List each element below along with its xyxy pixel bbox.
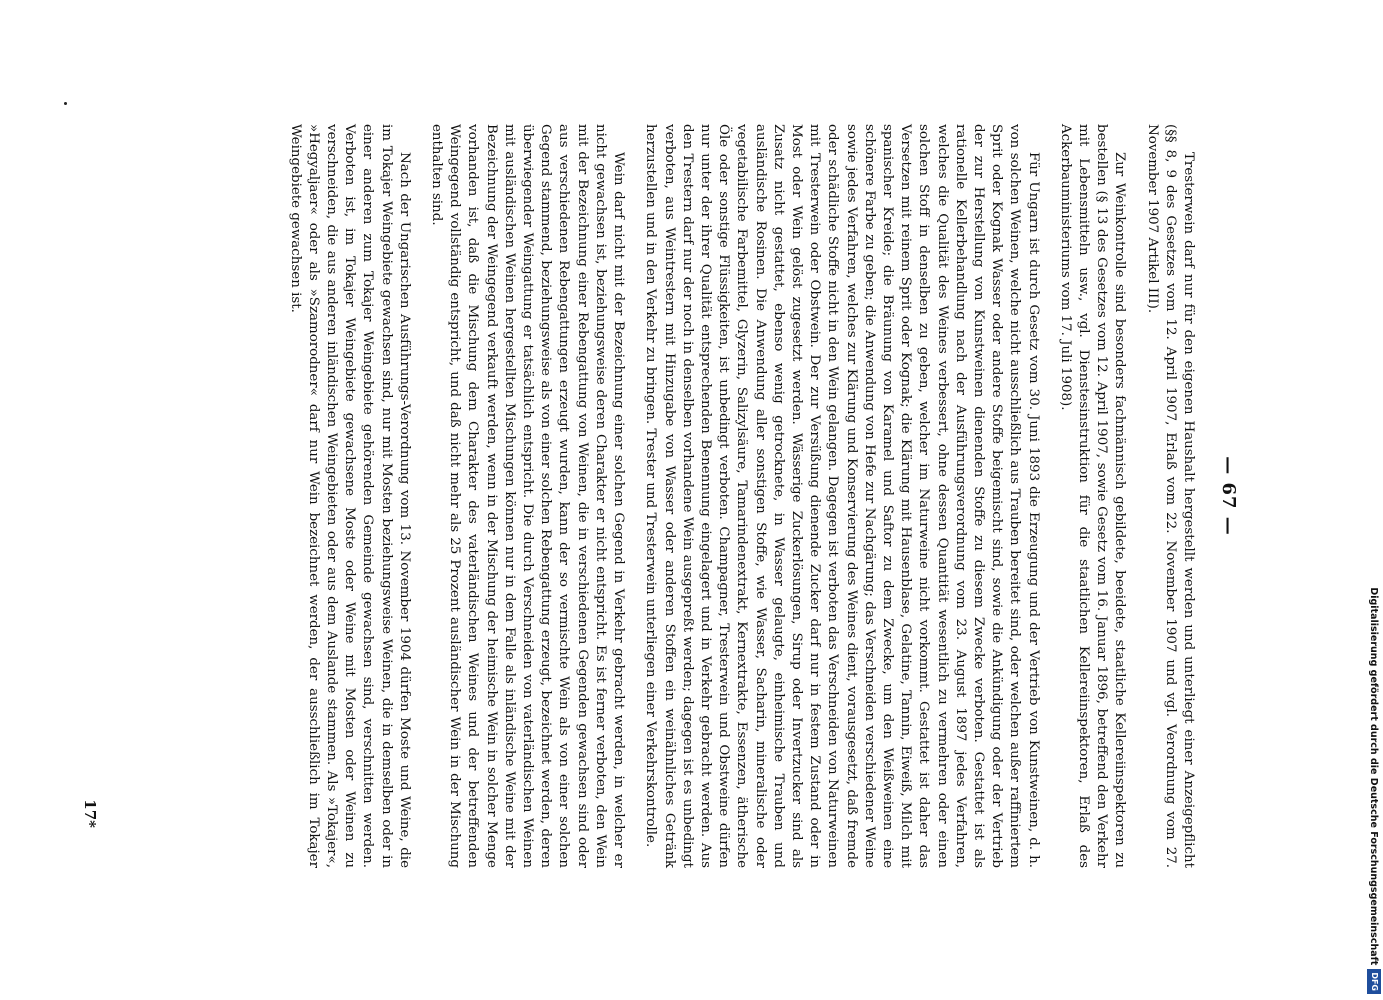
paragraph-weinkontrolle: Zur Weinkontrolle sind besonders fachmännisch gebildete, beeidete, staatliche Kellereiinspektoren zu bestellen (§ 13 des Gesetzes vom 12. April 1907, sowie Gesetz vom 16. Januar 1896, betreffend den Verkehr mit Lebensmitteln usw., vgl. Dienstesinstruktion für die staatlichen Kellereiinspektoren, Erlaß des Ackerbauministeriums vom 17. Juli 1908). [1057, 124, 1128, 868]
credit-text: Digitalisierung gefördert durch die Deutsche Forschungsgemeinschaft [1368, 587, 1380, 966]
paragraph-ungarn-gesetz: Für Ungarn ist durch Gesetz vom 30. Juni 1893 die Erzeugung und der Vertrieb von Kunstweinen, d. h. von solchen Weinen, welche nicht ausschließlich aus Trauben bereitet sind, oder welchen außer raffiniertem Sprit oder Kognak Wasser oder andere Stoffe beigemischt sind, sowie die Ankündigung oder der Vertrieb der zur Herstellung von Kunstweinen dienenden Stoffe zu diesem Zwecke verboten. Gestattet ist als rationelle Kellerbehandlung nach der Ausführungsverordnung vom 23. August 1897 jedes Verfahren, welches die Qualität des Weines verbessert, ohne dessen Quantität wesentlich zu vermehren oder einen solchen Stoff in denselben zu geben, welcher im Naturweine nicht vorkommt. Gestattet ist daher das Versetzen mit reinem Sprit oder Kognak; die Klärung mit Hausenblase, Gelatine, Tannin, Eiweiß, Milch mit spanischer Kreide; die Bräunung von Karamel und Saftor zu dem Zwecke, um den Weißweinen eine schönere Farbe zu geben; die Anwendung von Hefe zur Nachgärung; das Verschneiden verschiedener Weine sowie jedes Verfahren, welches zur Klärung und Konservierung des Weines dient, vorausgesetzt, daß fremde oder schädliche Stoffe nicht in den Wein gelangen. Dagegen ist verboten das Verschneiden von Naturweinen mit Tresterwein oder Obstwein. Der zur Versüßung dienende Zucker darf nur in festem Zustand oder in Most oder Wein gelöst zugesetzt werden. Wässerige Zuckerlösungen, Sirup oder Invertzucker sind als Zusatz nicht gestattet, ebenso wenig getrocknete, in Wasser gelaugte, einheimische Trauben und ausländische Rosinen. Die Anwendung aller sonstigen Stoffe, wie Wasser, Sacharin, mineralische oder vegetabilische Farbemittel, Glyzerin, Salizylsäure, Tamarindenextrakt, Kernextrakte, Essenzen, ätherische Öle oder sonstige Flüssigkeiten, ist unbedingt verboten. Champagner, Tresterwein und Obstweine dürfen nur unter der ihrer Qualität entsprechenden Benennung eingelagert und in Verkehr gebracht werden. Aus den Trestern darf nur der noch in denselben vorhandene Wein ausgepreßt werden; dagegen ist es unbedingt verboten, aus Weintrestern mit Hinzugabe von Wasser oder anderen Stoffen ein weinähnliches Getränk herzustellen und in den Verkehr zu bringen. Trester und Tresterwein unterliegen einer Verkehrskontrolle. [643, 124, 1041, 868]
paragraph-bezeichnung: Wein darf nicht mit der Bezeichnung einer solchen Gegend in Verkehr gebracht werden, in welcher er nicht gewachsen ist, beziehungsweise deren Charakter er nicht entspricht. Es ist ferner verboten, den Wein mit der Bezeichnung einer Rebengattung von Weinen, die in verschiedenen Gegenden gewachsen sind oder aus verschiedenen Rebengattungen erzeugt wurden, kann der so vermischte Wein als von einer solchen Gegend stammend, beziehungsweise als von einer solchen Rebengattung erzeugt, bezeichnet werden, deren überwiegender Weingattung er tatsächlich entspricht. Die durch Verschneiden von vaterländischen Weinen mit ausländischen Weinen hergestellten Mischungen können nur in dem Falle als inländische Weine mit der Bezeichnung der Weingegend verkauft werden, wenn in der Mischung der heimische Wein in solcher Menge vorhanden ist, daß die Mischung dem Charakter des vaterländischen Weines und der betreffenden Weingegend vollständig entspricht, und daß nicht mehr als 25 Prozent ausländischer Wein in der Mischung enthalten sind. [429, 124, 627, 868]
book-page [79, 124, 1239, 868]
paragraph-tokajer: Nach der Ungarischen Ausführungs-Verordnung vom 13. November 1904 dürfen Moste und Weine, die im Tokajer Weingebiete gewachsen sind, nur mit Mosten beziehungsweise Weinen, die in demselben oder in einer anderen zum Tokajer Weingebiete gehörenden Gemeinde gewachsen sind, verschnitten werden. Verboten ist, im Tokajer Weingebiete gewachsene Moste oder Weine mit Mosten oder Weinen zu verschneiden, die aus anderen inländischen Weingebieten oder aus dem Auslande stammen. Als »Tokajer«, »Hegyaljaer« oder als »Szamorodner« darf nur Wein bezeichnet werden, der ausschließlich im Tokajer Weingebiete gewachsen ist. [287, 124, 412, 868]
digitization-credit-strip [1365, 0, 1383, 1000]
page-number-header: — 67 — [1218, 456, 1239, 536]
signature-mark: 17* [81, 799, 99, 828]
paragraph-tresterwein: Tresterwein darf nur für den eigenen Haushalt hergestellt werden und unterliegt einer Anzeigepflicht (§§ 8, 9 des Gesetzes vom 12. April 1907, Erlaß vom 22. November 1907 und vgl. Verordnung vom 27. November 1907 Artikel III). [1144, 124, 1196, 868]
body-text [271, 124, 1197, 868]
scan-speck [64, 102, 67, 105]
dfg-logo: DFG [1367, 969, 1381, 994]
